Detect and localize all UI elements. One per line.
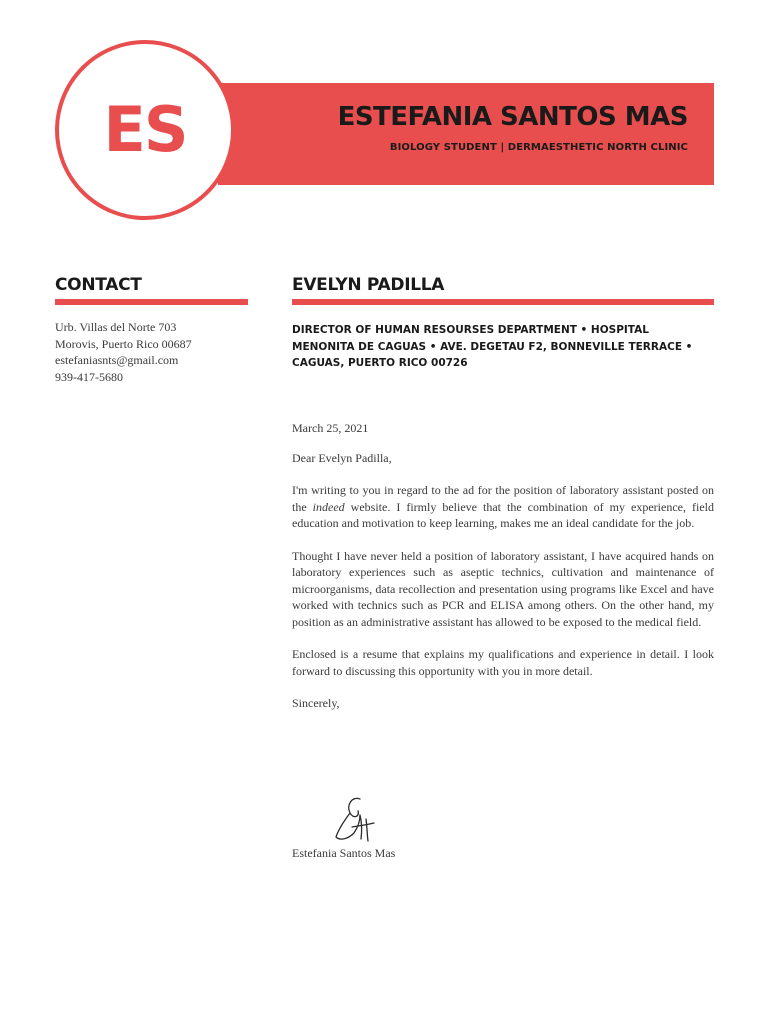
signature-icon bbox=[330, 793, 380, 845]
contact-details bbox=[55, 319, 245, 385]
letter-paragraph-2: Thought I have never held a position of laboratory assistant, I have acquired hands on laboratory experiences such as aseptic technics, cultivation and maintenance of microorganisms, data recollection and presentation using programs like Excel and have worked with technics such as PCR and ELISA among others. On the other hand, my position as an administrative assistant has allowed to be exposed to the medical field. bbox=[292, 548, 714, 629]
contact-email[interactable]: estefaniasnts@gmail.com bbox=[55, 353, 179, 367]
contact-city-line: Morovis, Puerto Rico 00687 bbox=[55, 336, 192, 351]
letter-closing: Sincerely, bbox=[292, 696, 340, 710]
monogram-text: ES bbox=[103, 93, 187, 166]
letter-paragraph-1-start: I'm writing to you in regard to the ad for the position of laboratory assistant posted on the bbox=[292, 483, 714, 514]
contact-divider bbox=[55, 299, 248, 305]
recipient-name: EVELYN PADILLA bbox=[292, 275, 445, 295]
recipient-divider bbox=[292, 299, 714, 305]
letter-paragraph-1-italic: indeed bbox=[312, 499, 345, 514]
contact-address-line: Urb. Villas del Norte 703 bbox=[55, 320, 177, 334]
signer-name: Estefania Santos Mas bbox=[292, 846, 396, 860]
letter-body bbox=[292, 420, 714, 728]
recipient-details: DIRECTOR OF HUMAN RESOURSES DEPARTMENT • HOSPITAL MENONITA DE CAGUAS • AVE. DEGETAU F2, BONNEVILLE TERRACE • CAGUAS, PUERTO RICO 00726 bbox=[292, 324, 693, 369]
contact-heading: CONTACT bbox=[55, 275, 142, 295]
contact-phone[interactable]: 939-417-5680 bbox=[55, 369, 123, 384]
monogram-badge bbox=[55, 40, 235, 220]
letter-date: March 25, 2021 bbox=[292, 421, 369, 435]
letter-paragraph-1-end: website. I firmly believe that the combination of my experience, field education and motivation to keep learning, makes me an ideal candidate for the job. bbox=[292, 499, 714, 530]
applicant-name: ESTEFANIA SANTOS MAS bbox=[337, 102, 688, 132]
applicant-subtitle: BIOLOGY STUDENT | DERMAESTHETIC NORTH CLINIC bbox=[389, 142, 688, 153]
letter-salutation: Dear Evelyn Padilla, bbox=[292, 450, 392, 465]
header-banner bbox=[218, 83, 714, 185]
letter-paragraph-1 bbox=[292, 482, 714, 532]
letter-paragraph-3: Enclosed is a resume that explains my qualifications and experience in detail. I look forward to discussing this opportunity with you in more detail. bbox=[292, 647, 714, 678]
